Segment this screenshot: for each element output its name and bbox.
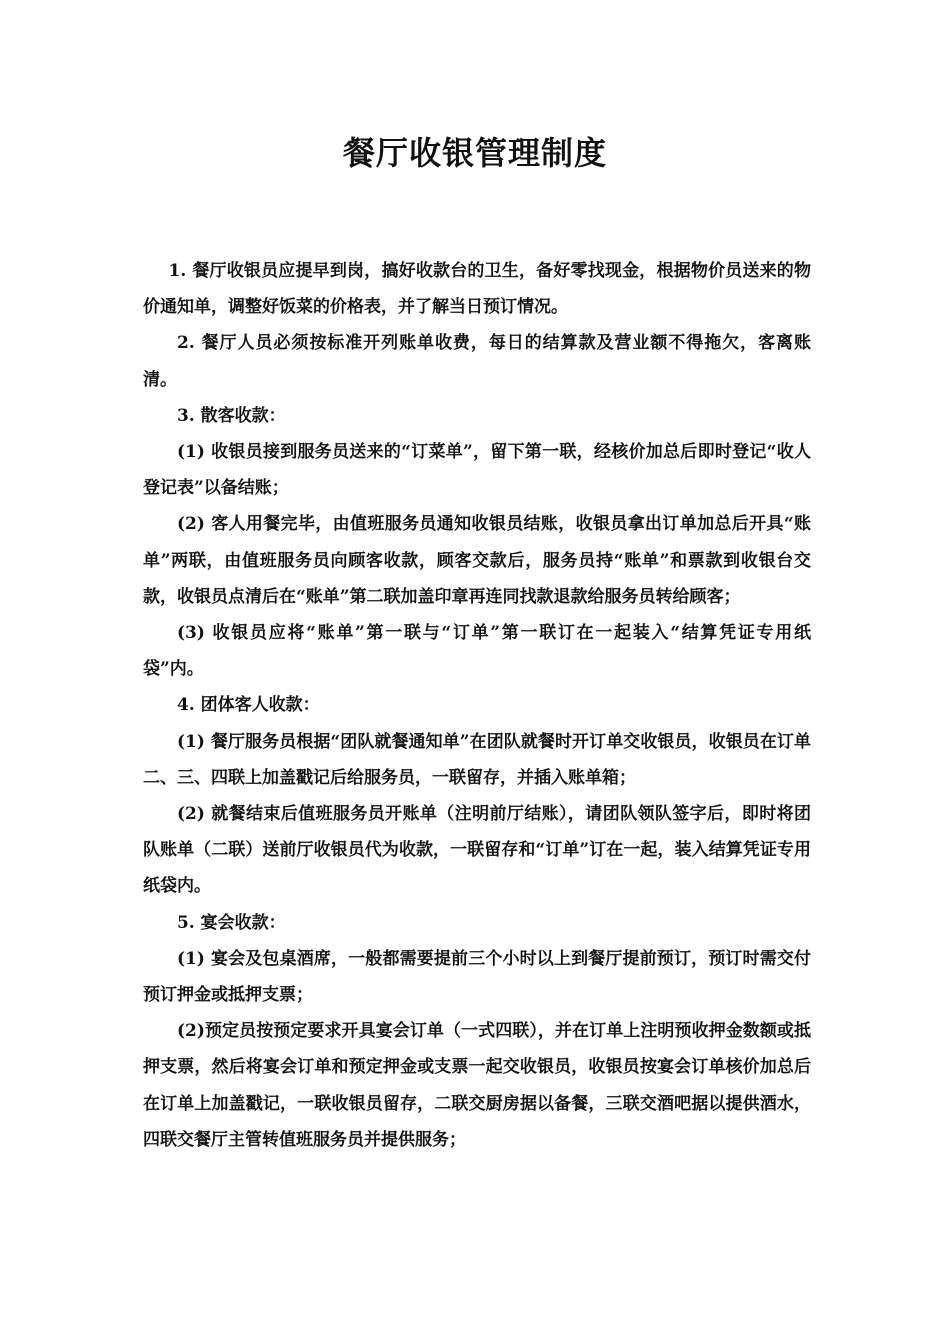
section-heading-walk-in: 3. 散客收款： [177,405,286,426]
section-heading-banquet: 5. 宴会收款： [177,912,286,933]
paragraph-walk-in-2: (2) 客人用餐完毕，由值班服务员通知收银员结账，收银员拿出订单加总后开具“账单”两联，由值班服务员向顾客收款，顾客交款后，服务员持“账单”和票款到收银台交款，收银员点清后在“账单”第二联加盖印章再连同找款退款给服务员转给顾客； [143,514,811,607]
document-body [143,253,811,1158]
paragraph-walk-in-1: (1) 收银员接到服务员送来的“订菜单”，留下第一联，经核价加总后即时登记“收人登记表”以备结账； [143,442,811,499]
page-title: 餐厅收银管理制度 [342,134,607,172]
paragraph-group-1: (1) 餐厅服务员根据“团队就餐通知单”在团队就餐时开订单交收银员，收银员在订单二、三、四联上加盖戳记后给服务员，一联留存，并插入账单箱； [143,731,811,788]
paragraph-banquet-1: (1) 宴会及包桌酒席，一般都需要提前三个小时以上到餐厅提前预订，预订时需交付预订押金或抵押支票； [143,948,811,1006]
paragraph-walk-in-3: (3) 收银员应将“账单”第一联与“订单”第一联订在一起装入“结算凭证专用纸袋”内。 [143,623,811,680]
paragraph-2: 2. 餐厅人员必须按标准开列账单收费，每日的结算款及营业额不得拖欠，客离账清。 [143,333,811,390]
paragraph-banquet-2: (2)预定员按预定要求开具宴会订单（一式四联），并在订单上注明预收押金数额或抵押支票，然后将宴会订单和预定押金或支票一起交收银员，收银员按宴会订单核价加总后在订单上加盖戳记，一联收银员留存，二联交厨房据以备餐，三联交酒吧据以提供酒水，四联交餐厅主管转值班服务员并提供服务； [143,1021,811,1150]
paragraph-group-2: (2) 就餐结束后值班服务员开账单（注明前厅结账），请团队领队签字后，即时将团队账单（二联）送前厅收银员代为收款，一联留存和“订单”订在一起，装入结算凭证专用纸袋内。 [143,804,811,897]
section-heading-group: 4. 团体客人收款： [177,695,320,716]
paragraph-1: 1. 餐厅收银员应提早到岗，搞好收款台的卫生，备好零找现金，根据物价员送来的物价通知单，调整好饭菜的价格表，并了解当日预订情况。 [143,261,811,318]
